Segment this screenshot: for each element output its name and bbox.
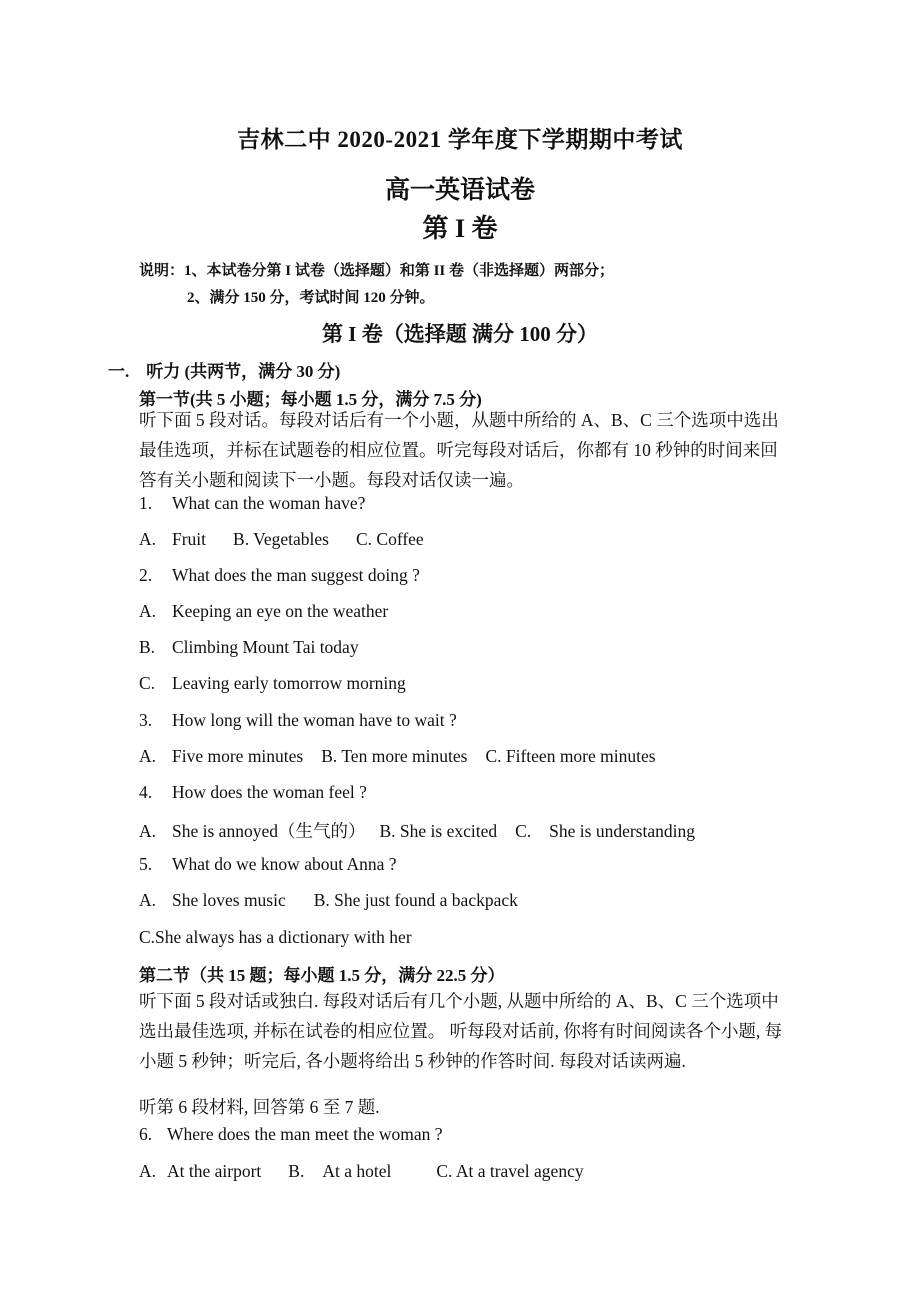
option-b: B. Vegetables — [233, 529, 329, 549]
option-c: C. Fifteen more minutes — [485, 746, 656, 766]
note-line-1: 说明：1、本试卷分第 I 试卷（选择题）和第 II 卷（非选择题）两部分； — [139, 263, 615, 279]
question-2-option-c — [139, 673, 406, 694]
option-b: B. She is excited — [379, 821, 498, 841]
question-1-options — [139, 529, 424, 550]
option-a: She loves music — [172, 890, 286, 910]
question-text: How long will the woman have to wait ? — [172, 710, 457, 730]
question-2-option-b — [139, 637, 359, 658]
option-a: Fruit — [172, 529, 207, 549]
question-3-options — [139, 746, 656, 767]
option-a-label: A. — [139, 746, 157, 766]
question-number: 4. — [139, 782, 153, 802]
volume-title: 第 I 卷 — [422, 214, 498, 243]
option-c: C. At a travel agency — [436, 1161, 584, 1181]
question-3 — [139, 710, 457, 731]
question-2-option-a — [139, 601, 388, 622]
question-number: 6. — [139, 1124, 153, 1144]
section-title: 第 I 卷（选择题 满分 100 分） — [322, 322, 598, 346]
option-a-label: A. — [139, 529, 157, 549]
option-text: Climbing Mount Tai today — [172, 637, 359, 657]
question-1 — [139, 493, 365, 514]
question-number: 2. — [139, 565, 153, 585]
option-c-label: C. — [515, 821, 532, 841]
question-4 — [139, 782, 367, 803]
question-text: What do we know about Anna ? — [172, 854, 397, 874]
option-text: Leaving early tomorrow morning — [172, 673, 406, 693]
option-a-label: A. — [139, 821, 157, 841]
sub2-heading: 第二节（共 15 题；每小题 1.5 分，满分 22.5 分） — [139, 966, 505, 985]
question-5-option-c: C.She always has a dictionary with her — [139, 927, 412, 947]
question-text: What does the man suggest doing ? — [172, 565, 420, 585]
question-number: 1. — [139, 493, 153, 513]
option-a: She is annoyed（生气的） — [172, 821, 366, 841]
part1-heading: 一. 听力 (共两节，满分 30 分) — [108, 362, 341, 381]
sub1-heading: 第一节(共 5 小题；每小题 1.5 分，满分 7.5 分) — [139, 390, 482, 409]
option-text: Keeping an eye on the weather — [172, 601, 389, 621]
option-b: B. Ten more minutes — [321, 746, 468, 766]
option-label: A. — [139, 601, 157, 621]
question-number: 5. — [139, 854, 153, 874]
option-label: B. — [139, 637, 156, 657]
question-text: Where does the man meet the woman ? — [167, 1124, 443, 1144]
option-b: B. She just found a backpack — [313, 890, 518, 910]
question-text: What can the woman have? — [172, 493, 366, 513]
question-2 — [139, 565, 420, 586]
option-label: C. — [139, 673, 156, 693]
material-note: 听第 6 段材料, 回答第 6 至 7 题. — [139, 1097, 380, 1117]
paper-title: 高一英语试卷 — [384, 177, 535, 204]
question-5 — [139, 854, 397, 875]
question-6 — [139, 1124, 443, 1145]
option-c: C. Coffee — [355, 529, 424, 549]
option-b-label: B. — [288, 1161, 305, 1181]
option-a-label: A. — [139, 1161, 157, 1181]
exam-title: 吉林二中 2020-2021 学年度下学期期中考试 — [237, 127, 683, 152]
question-5-options — [139, 890, 518, 911]
option-a: Five more minutes — [172, 746, 304, 766]
option-b: At a hotel — [322, 1161, 392, 1181]
question-text: How does the woman feel ? — [172, 782, 367, 802]
sub1-instructions: 听下面 5 段对话。每段对话后有一个小题，从题中所给的 A、B、C 三个选项中选出最佳选项，并标在试题卷的相应位置。听完每段对话后，你都有 10 秒钟的时间来回答有关小题和阅读下一小题。每段对话仅读一遍。 — [139, 410, 779, 490]
option-a: At the airport — [167, 1161, 262, 1181]
question-number: 3. — [139, 710, 153, 730]
option-a-label: A. — [139, 890, 157, 910]
sub2-instructions: 听下面 5 段对话或独白. 每段对话后有几个小题, 从题中所给的 A、B、C 三个选项中选出最佳选项, 并标在试卷的相应位置。 听每段对话前, 你将有时间阅读各个小题, 每小题 5 秒钟；听完后, 各小题将给出 5 秒钟的作答时间. 每段对话读两遍. — [139, 991, 783, 1071]
question-6-options — [139, 1161, 584, 1182]
option-c: She is understanding — [549, 821, 695, 841]
question-4-options — [139, 818, 695, 843]
note-line-2: 2、满分 150 分，考试时间 120 分钟。 — [187, 290, 435, 306]
